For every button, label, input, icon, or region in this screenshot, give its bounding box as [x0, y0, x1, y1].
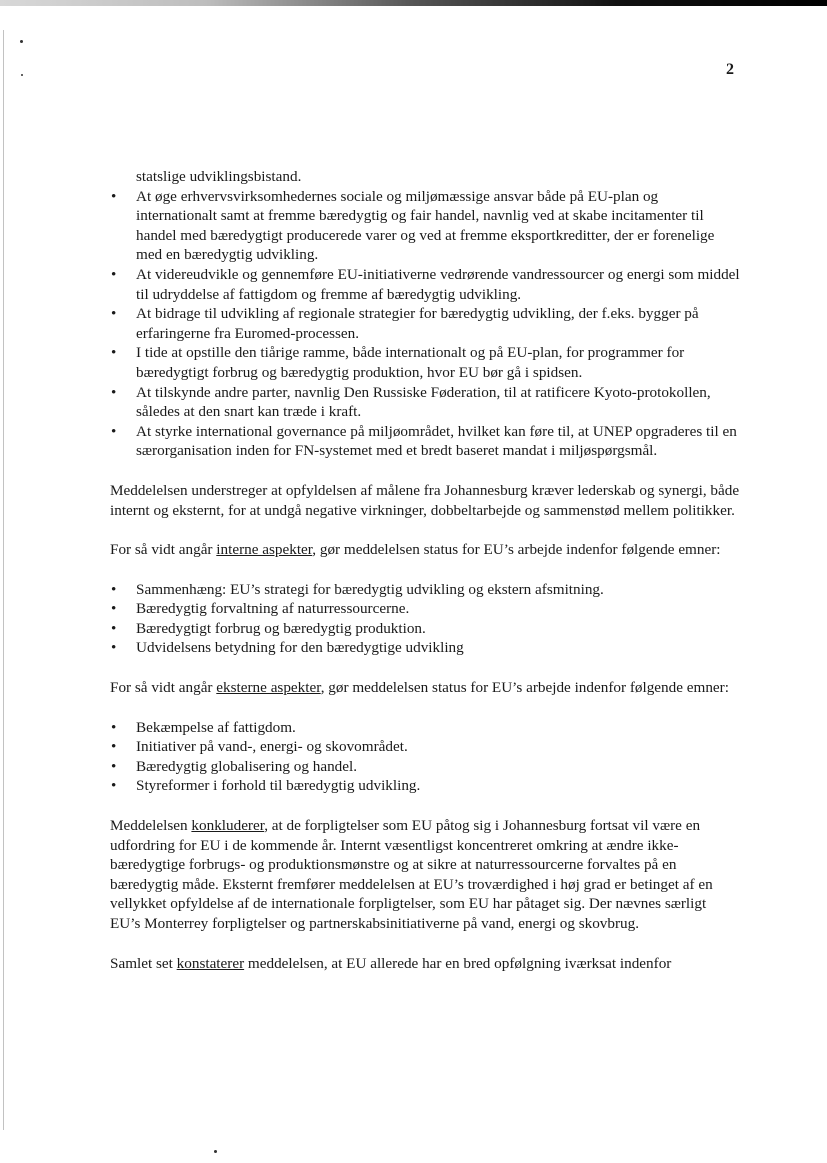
paragraph-leadership: Meddelelsen understreger at opfyldelsen af målene fra Johannesburg kræver lederskab og synergi, både internt og eksternt, for at undgå negative virkninger, dobbeltarbejde og sammenstød mellem politikker. [110, 481, 740, 519]
list-item: • Initiativer på vand-, energi- og skovområdet. [111, 738, 408, 756]
list-item: • Bæredygtig forvaltning af naturressourcerne. [111, 600, 410, 618]
bullet-icon: • [111, 639, 117, 657]
main-bullet-list [110, 187, 740, 461]
list-item: • I tide at opstille den tiårige ramme, både internationalt og på EU-plan, for programmer for bæredygtigt forbrug og bæredygtig produktion, hvor EU bør gå i spidsen. [111, 344, 685, 381]
underlined-term: konstaterer [176, 954, 245, 972]
paragraph-summary: Samlet set konstaterer meddelelsen, at EU allerede har en bred opfølgning iværksat indenfor [110, 954, 672, 972]
list-item: • Bæredygtigt forbrug og bæredygtig produktion. [111, 619, 426, 637]
list-item: • Bæredygtig globalisering og handel. [111, 757, 358, 775]
bullet-icon: • [111, 344, 117, 362]
scan-left-edge [3, 30, 4, 1130]
paragraph-internal-aspects: For så vidt angår interne aspekter, gør meddelelsen status for EU’s arbejde indenfor følgende emner: [110, 541, 721, 559]
bullet-icon: • [111, 600, 117, 618]
bullet-icon: • [111, 422, 117, 440]
list-item: • At videreudvikle og gennemføre EU-initiativerne vedrørende vandressourcer og energi som middel til udryddelse af fattigdom og fremme af bæredygtig udvikling. [111, 265, 740, 303]
underlined-term: konkluderer [191, 817, 265, 835]
continuation-line: statslige udviklingsbistand. [136, 168, 302, 185]
list-item: • At styrke international governance på miljøområdet, hvilket kan føre til, at UNEP opgraderes til en særorganisation inden for FN-systemet med et bredt baseret mandat i miljøspørgsmål. [111, 422, 737, 460]
paragraph-external-aspects: For så vidt angår eksterne aspekter, gør meddelelsen status for EU’s arbejde indenfor følgende emner: [110, 679, 729, 697]
list-item: • Bekæmpelse af fattigdom. [111, 718, 296, 736]
scan-top-edge [0, 0, 827, 6]
list-item: • Udvidelsens betydning for den bæredygtige udvikling [111, 639, 464, 657]
list-item: • At tilskynde andre parter, navnlig Den Russiske Føderation, til at ratificere Kyoto-protokollen, således at den snart kan træde i kraft. [111, 383, 711, 421]
underlined-term: interne aspekter [216, 541, 313, 559]
list-item: • Styreformer i forhold til bæredygtig udvikling. [111, 777, 421, 795]
bullet-icon: • [111, 757, 117, 775]
bullet-icon: • [111, 738, 117, 756]
list-item: • At bidrage til udvikling af regionale strategier for bæredygtig udvikling, der f.eks. bygger på erfaringerne fra Euromed-processen. [111, 305, 699, 342]
bullet-icon: • [111, 305, 117, 323]
list-item: • At øge erhvervsvirksomhedernes sociale og miljømæssige ansvar både på EU-plan og internationalt samt at fremme bæredygtig og fair handel, navnlig ved at skabe incitamenter til handel med bæredygtigt producerede varer og ved at fremme eksportkreditter, der er forenelige med en bæredygtig udvikling. [111, 187, 715, 264]
scan-speck [214, 1150, 217, 1153]
scan-speck [21, 74, 23, 76]
internal-bullet-list [110, 580, 740, 658]
external-bullet-list [110, 718, 740, 796]
bullet-icon: • [111, 265, 117, 283]
page-number: 2 [726, 61, 734, 78]
bullet-icon: • [111, 383, 117, 401]
bullet-icon: • [111, 619, 117, 637]
bullet-icon: • [111, 777, 117, 795]
scan-speck [20, 40, 23, 43]
bullet-icon: • [111, 718, 117, 736]
bullet-icon: • [111, 187, 117, 205]
paragraph-conclusion: Meddelelsen konkluderer, at de forpligtelser som EU påtog sig i Johannesburg fortsat vil være en udfordring for EU i de kommende år. Internt væsentligst koncentreret omkring at ændre ikke-bæredygtige forbrugs- og produktionsmønstre og at sikre at naturressourcerne forvaltes på en bæredygtig måde. Eksternt fremfører meddelelsen at EU’s troværdighed i høj grad er betinget af en vellykket opfyldelse af de internationale forpligtelser, som EU har påtaget sig. Der nævnes særligt EU’s Monterrey forpligtelser og partnerskabsinitiativerne på vand, energi og skovbrug. [110, 817, 713, 932]
list-item: • Sammenhæng: EU’s strategi for bæredygtig udvikling og ekstern afsmitning. [111, 580, 604, 598]
bullet-icon: • [111, 580, 117, 598]
document-body [110, 167, 740, 973]
underlined-term: eksterne aspekter [216, 679, 321, 697]
